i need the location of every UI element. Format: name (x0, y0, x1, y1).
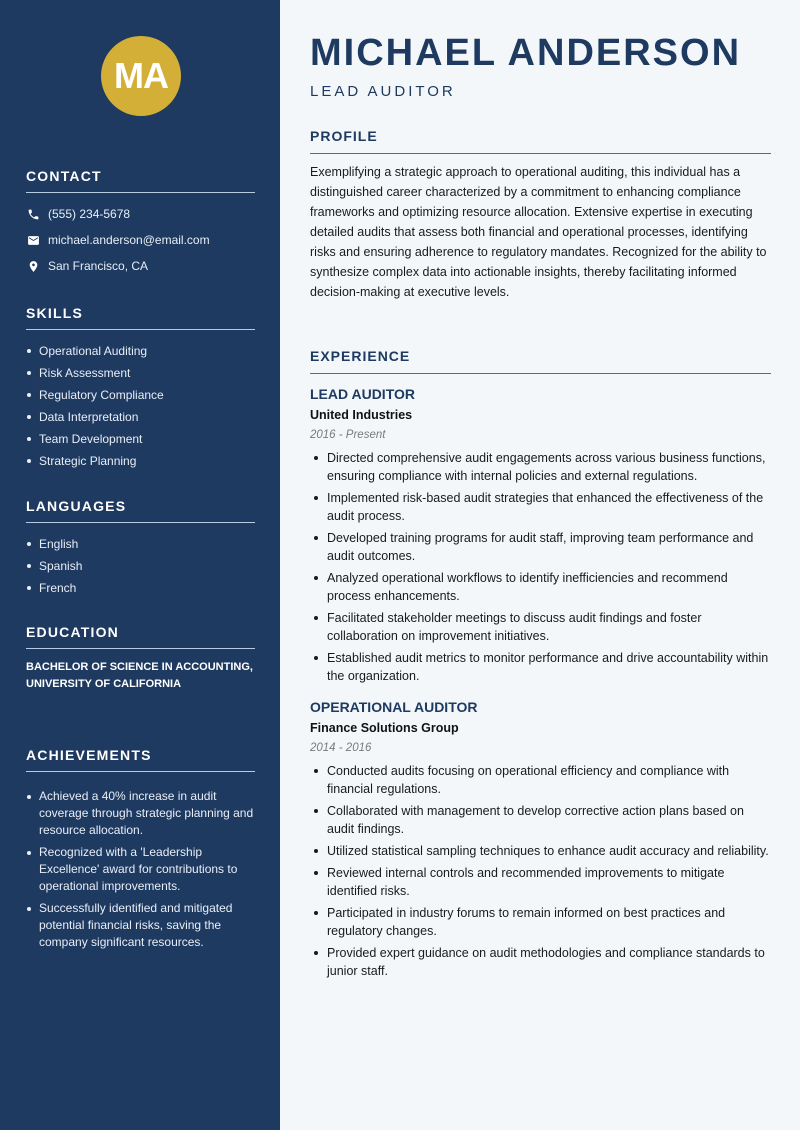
education-heading: EDUCATION (26, 624, 255, 649)
skill-item: Regulatory Compliance (26, 384, 255, 406)
job-bullet: Conducted audits focusing on operational efficiency and compliance with financial regulations. (310, 762, 771, 798)
profile-text: Exemplifying a strategic approach to operational auditing, this individual has a distinguished career characterized by a commitment to enhancing compliance frameworks and optimizing resource allocation. Extensive expertise in executing detailed audits that assess both financial and operational processes, identifying risks and ensuring adherence to regulatory mandates. Recognized for the ability to synthesize complex data into actionable insights, thereby facilitating informed decision-making at executive levels. (310, 165, 767, 299)
skill-item: Team Development (26, 428, 255, 450)
contact-location (26, 253, 255, 279)
job-bullet: Reviewed internal controls and recommended improvements to mitigate identified risks. (310, 864, 771, 900)
experience-heading: EXPERIENCE (310, 348, 771, 374)
email-text[interactable]: michael.anderson@email.com (48, 233, 210, 247)
job-bullet: Established audit metrics to monitor performance and drive accountability within the organization. (310, 649, 771, 685)
job-company: Finance Solutions Group (310, 721, 459, 735)
language-item: French (26, 577, 255, 599)
job-bullet: Collaborated with management to develop corrective action plans based on audit findings. (310, 802, 771, 838)
email-icon (26, 233, 40, 247)
languages-heading: LANGUAGES (26, 498, 255, 523)
skill-item: Operational Auditing (26, 340, 255, 362)
skill-item: Risk Assessment (26, 362, 255, 384)
job-bullet: Participated in industry forums to remain informed on best practices and regulatory changes. (310, 904, 771, 940)
achievement-item: Successfully identified and mitigated potential financial risks, saving the company significant resources. (26, 900, 255, 951)
job-dates: 2014 - 2016 (310, 742, 372, 754)
job-bullet: Directed comprehensive audit engagements across various business functions, ensuring compliance with internal policies and external regulations. (310, 449, 771, 485)
achievements-list (26, 788, 255, 951)
job-dates: 2016 - Present (310, 429, 386, 441)
achievements-section (26, 747, 255, 956)
skill-item: Strategic Planning (26, 450, 255, 472)
job-company: United Industries (310, 408, 413, 422)
job-bullet: Developed training programs for audit staff, improving team performance and audit outcomes. (310, 529, 771, 565)
languages-list (26, 533, 255, 599)
sidebar (0, 0, 280, 1130)
location-text: San Francisco, CA (48, 259, 149, 273)
job-entry (310, 386, 771, 685)
language-item: English (26, 533, 255, 555)
experience-section (310, 348, 771, 984)
profile-heading: PROFILE (310, 128, 771, 154)
achievements-heading: ACHIEVEMENTS (26, 747, 255, 772)
job-bullet: Facilitated stakeholder meetings to discuss audit findings and foster collaboration on improvement initiatives. (310, 609, 771, 645)
contact-email (26, 227, 255, 253)
profile-section (310, 128, 771, 302)
job-bullet: Utilized statistical sampling techniques to enhance audit accuracy and reliability. (310, 842, 771, 860)
phone-icon (26, 207, 40, 221)
job-bullets (310, 449, 771, 685)
education-degree: BACHELOR OF SCIENCE IN ACCOUNTING, UNIVERSITY OF CALIFORNIA (26, 661, 253, 690)
job-bullet: Provided expert guidance on audit methodologies and compliance standards to junior staff. (310, 944, 771, 980)
skills-list (26, 340, 255, 472)
contact-phone (26, 201, 255, 227)
job-bullet: Analyzed operational workflows to identify inefficiencies and recommend process enhancements. (310, 569, 771, 605)
job-bullets (310, 762, 771, 980)
job-bullet: Implemented risk-based audit strategies that enhanced the effectiveness of the audit process. (310, 489, 771, 525)
job-entry (310, 699, 771, 980)
phone-text: (555) 234-5678 (48, 207, 131, 221)
languages-section (26, 498, 255, 599)
job-title: OPERATIONAL AUDITOR (310, 699, 478, 715)
contact-heading: CONTACT (26, 168, 255, 193)
language-item: Spanish (26, 555, 255, 577)
candidate-name: MICHAEL ANDERSON (310, 32, 742, 74)
avatar: MA (101, 36, 181, 116)
location-pin-icon (26, 259, 40, 273)
contact-section (26, 168, 255, 279)
achievement-item: Achieved a 40% increase in audit coverage through strategic planning and resource allocation. (26, 788, 255, 839)
job-title: LEAD AUDITOR (310, 386, 415, 402)
skills-heading: SKILLS (26, 305, 255, 330)
education-section (26, 624, 255, 693)
skills-section (26, 305, 255, 472)
candidate-title: LEAD AUDITOR (310, 83, 456, 100)
skill-item: Data Interpretation (26, 406, 255, 428)
achievement-item: Recognized with a 'Leadership Excellence' award for contributions to operational improvements. (26, 844, 255, 895)
